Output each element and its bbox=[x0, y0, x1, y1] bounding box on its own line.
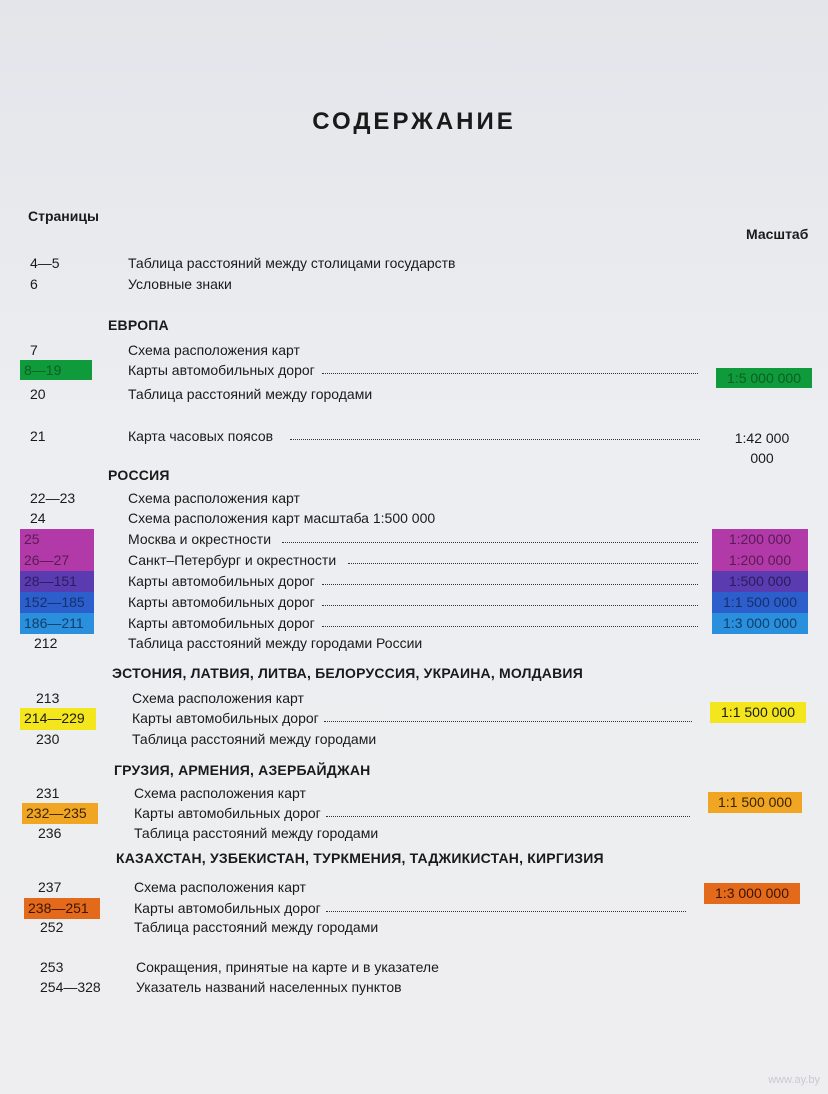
toc-row[interactable] bbox=[0, 384, 828, 404]
entry-title: Схема расположения карт масштаба 1:500 000 bbox=[128, 510, 436, 526]
toc-row[interactable] bbox=[0, 688, 828, 708]
entry-title: Карты автомобильных дорог bbox=[128, 615, 315, 631]
page-number: 4—5 bbox=[30, 255, 60, 271]
toc-row[interactable] bbox=[0, 957, 828, 977]
toc-row[interactable] bbox=[0, 977, 828, 997]
page-number: 7 bbox=[30, 342, 38, 358]
page-number-highlight: 152—185 bbox=[20, 592, 94, 613]
page-number: 236 bbox=[38, 825, 62, 841]
scale-badge: 1:1 500 000 bbox=[712, 592, 808, 613]
toc-row[interactable] bbox=[0, 426, 828, 466]
page-number: 252 bbox=[40, 919, 64, 935]
scale-badge: 1:200 000 bbox=[712, 550, 808, 571]
page-number: 6 bbox=[30, 276, 38, 292]
toc-row[interactable] bbox=[0, 592, 828, 612]
scale-badge: 1:3 000 000 bbox=[712, 613, 808, 634]
entry-title: Карты автомобильных дорог bbox=[132, 710, 319, 726]
page-number: 213 bbox=[36, 690, 60, 706]
page-number: 22—23 bbox=[30, 490, 76, 506]
section-heading-russia: РОССИЯ bbox=[108, 467, 170, 483]
page-number: 253 bbox=[40, 959, 64, 975]
entry-title: Карты автомобильных дорог bbox=[128, 573, 315, 589]
page-number-highlight: 214—229 bbox=[20, 708, 96, 730]
entry-title: Сокращения, принятые на карте и в указателе bbox=[136, 959, 439, 975]
toc-row[interactable] bbox=[0, 917, 828, 937]
entry-title: Москва и окрестности bbox=[128, 531, 272, 547]
toc-row[interactable] bbox=[0, 340, 828, 360]
page-number: 230 bbox=[36, 731, 60, 747]
toc-row[interactable] bbox=[0, 823, 828, 843]
section-heading-europe: ЕВРОПА bbox=[108, 317, 169, 333]
scale-badge: 1:200 000 bbox=[712, 529, 808, 550]
dot-leader bbox=[326, 816, 690, 817]
page-number: 21 bbox=[30, 428, 46, 444]
page-title: СОДЕРЖАНИЕ bbox=[312, 108, 516, 135]
entry-title: Указатель названий населенных пунктов bbox=[136, 979, 402, 995]
toc-row[interactable] bbox=[0, 613, 828, 633]
toc-row[interactable] bbox=[0, 633, 828, 653]
toc-row[interactable] bbox=[0, 274, 828, 294]
scale-badge: 1:3 000 000 bbox=[704, 883, 800, 904]
entry-title: Карты автомобильных дорог bbox=[134, 805, 321, 821]
toc-row[interactable] bbox=[0, 550, 828, 570]
dot-leader bbox=[322, 373, 698, 374]
entry-title: Таблица расстояний между городами bbox=[128, 386, 373, 402]
dot-leader bbox=[324, 721, 692, 722]
entry-title: Карты автомобильных дорог bbox=[128, 594, 315, 610]
toc-row[interactable] bbox=[0, 488, 828, 508]
page-number-highlight: 25 bbox=[20, 529, 94, 550]
toc-row[interactable] bbox=[0, 794, 828, 823]
dot-leader bbox=[322, 605, 698, 606]
dot-leader bbox=[326, 911, 686, 912]
dot-leader bbox=[348, 563, 698, 564]
page-number-highlight: 232—235 bbox=[22, 803, 98, 824]
watermark: www.ay.by bbox=[768, 1074, 820, 1086]
toc-row[interactable] bbox=[0, 253, 828, 273]
scale-badge: 1:1 500 000 bbox=[708, 792, 802, 813]
toc-row[interactable] bbox=[0, 783, 828, 803]
page-number: 254—328 bbox=[40, 979, 101, 995]
entry-title: Условные знаки bbox=[128, 276, 232, 292]
entry-title: Схема расположения карт bbox=[128, 342, 300, 358]
dot-leader bbox=[322, 584, 698, 585]
page-number-highlight: 8—19 bbox=[20, 360, 92, 380]
section-heading-caucasus: ГРУЗИЯ, АРМЕНИЯ, АЗЕРБАЙДЖАН bbox=[114, 762, 371, 778]
entry-title: Схема расположения карт bbox=[134, 879, 306, 895]
entry-title: Схема расположения карт bbox=[134, 785, 306, 801]
page-number: 237 bbox=[38, 879, 62, 895]
page-number-highlight: 28—151 bbox=[20, 571, 94, 592]
dot-leader bbox=[290, 439, 700, 440]
entry-title: Таблица расстояний между столицами государств bbox=[128, 255, 456, 271]
entry-title: Таблица расстояний между городами bbox=[134, 825, 379, 841]
page-number-highlight: 238—251 bbox=[24, 898, 100, 919]
dot-leader bbox=[282, 542, 698, 543]
scale-value: 1:42 000 000 bbox=[734, 430, 790, 466]
toc-row[interactable] bbox=[0, 360, 828, 386]
page-number: 24 bbox=[30, 510, 46, 526]
toc-row[interactable] bbox=[0, 571, 828, 591]
section-heading-baltic: ЭСТОНИЯ, ЛАТВИЯ, ЛИТВА, БЕЛОРУССИЯ, УКРАИНА, МОЛДАВИЯ bbox=[112, 665, 583, 681]
entry-title: Схема расположения карт bbox=[132, 690, 304, 706]
entry-title: Таблица расстояний между городами bbox=[132, 731, 377, 747]
entry-title: Карты автомобильных дорог bbox=[128, 362, 315, 378]
toc-row[interactable] bbox=[0, 729, 828, 749]
page-number: 231 bbox=[36, 785, 60, 801]
toc-row[interactable] bbox=[0, 508, 828, 528]
section-heading-central-asia: КАЗАХСТАН, УЗБЕКИСТАН, ТУРКМЕНИЯ, ТАДЖИКИСТАН, КИРГИЗИЯ bbox=[116, 850, 604, 866]
entry-title: Таблица расстояний между городами bbox=[134, 919, 379, 935]
entry-title: Карта часовых поясов bbox=[128, 428, 274, 444]
scale-badge: 1:500 000 bbox=[712, 571, 808, 592]
scale-badge: 1:1 500 000 bbox=[710, 702, 806, 723]
scale-badge: 1:5 000 000 bbox=[716, 368, 812, 388]
pages-column-header: Страницы bbox=[28, 208, 99, 224]
entry-title: Карты автомобильных дорог bbox=[134, 900, 321, 916]
scale-column-header: Масштаб bbox=[746, 226, 809, 242]
page-number: 212 bbox=[34, 635, 58, 651]
dot-leader bbox=[322, 626, 698, 627]
page-number-highlight: 26—27 bbox=[20, 550, 94, 571]
page-number: 20 bbox=[30, 386, 46, 402]
entry-title: Таблица расстояний между городами России bbox=[128, 635, 423, 651]
toc-row[interactable] bbox=[0, 529, 828, 549]
entry-title: Схема расположения карт bbox=[128, 490, 300, 506]
entry-title: Санкт–Петербург и окрестности bbox=[128, 552, 337, 568]
toc-row[interactable] bbox=[0, 704, 828, 728]
page-number-highlight: 186—211 bbox=[20, 613, 94, 634]
